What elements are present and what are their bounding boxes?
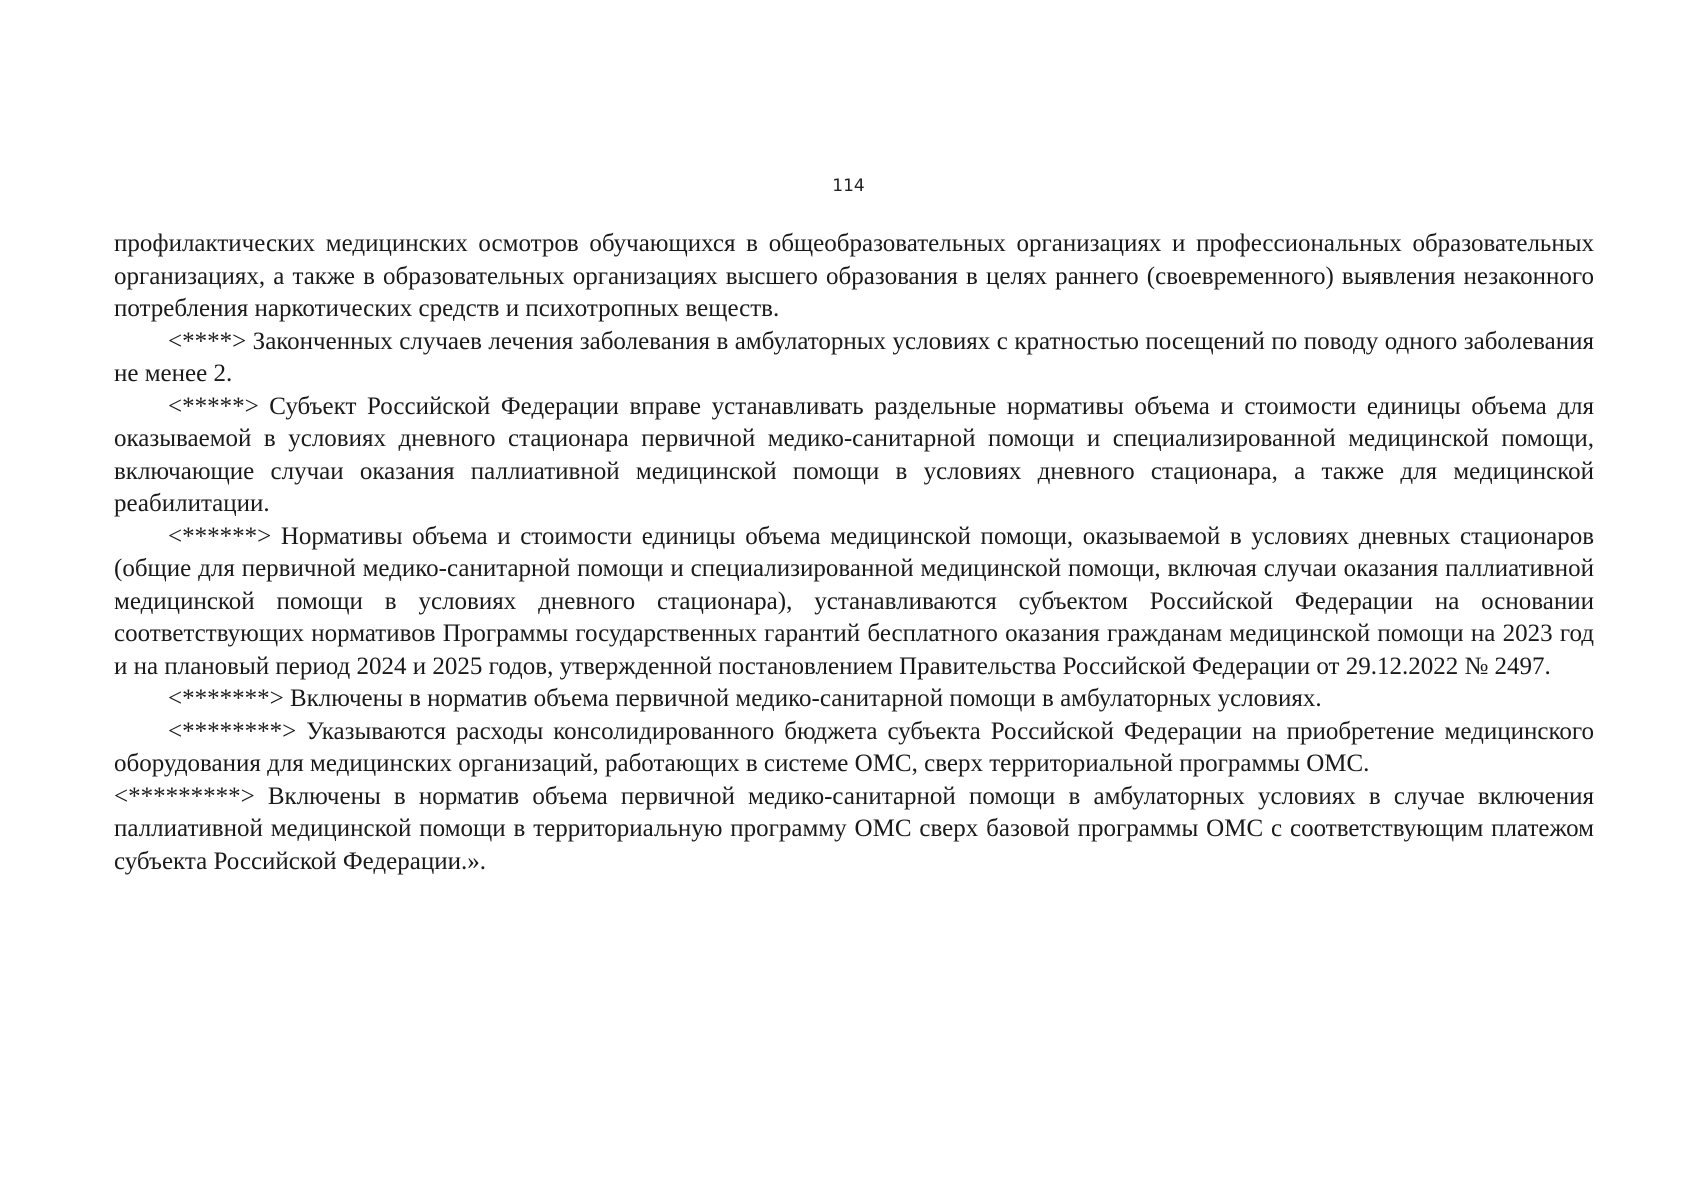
footnote-5-paragraph: <*****> Субъект Российской Федерации вправе устанавливать раздельные нормативы объема и стоимости единицы объема для оказываемой в условиях дневного стационара первичной медико-санитарной помощи и специализированной медицинской помощи, включающие случаи оказания паллиативной медицинской помощи в условиях дневного стационара, а также для медицинской реабилитации. <box>114 392 1594 517</box>
footnote-4-paragraph: <****> Законченных случаев лечения заболевания в амбулаторных условиях с кратностью посещений по поводу одного заболевания не менее 2. <box>114 327 1594 387</box>
footnote-9-paragraph: <*********> Включены в норматив объема первичной медико-санитарной помощи в амбулаторных условиях в случае включения паллиативной медицинской помощи в территориальную программу ОМС сверх базовой программы ОМС с соответствующим платежом субъекта Российской Федерации.». <box>114 782 1594 875</box>
footnote-6-paragraph: <******> Нормативы объема и стоимости единицы объема медицинской помощи, оказываемой в условиях дневных стационаров (общие для первичной медико-санитарной помощи и специализированной медицинской помощи, включая случаи оказания паллиативной медицинской помощи в условиях дневного стационара), устанавливаются субъектом Российской Федерации на основании соответствующих нормативов Программы государственных гарантий бесплатного оказания гражданам медицинской помощи на 2023 год и на плановый период 2024 и 2025 годов, утвержденной постановлением Правительства Российской Федерации от 29.12.2022 № 2497. <box>114 522 1594 680</box>
footnote-7-paragraph: <*******> Включены в норматив объема первичной медико-санитарной помощи в амбулаторных условиях. <box>168 685 1322 712</box>
paragraph-continuation: профилактических медицинских осмотров обучающихся в общеобразовательных организациях и профессиональных образовательных организациях, а также в образовательных организациях высшего образования в целях раннего (своевременного) выявления незаконного потребления наркотических средств и психотропных веществ. <box>114 230 1594 322</box>
page-number: 114 <box>832 176 865 196</box>
footnote-8-paragraph: <********> Указываются расходы консолидированного бюджета субъекта Российской Федерации на приобретение медицинского оборудования для медицинских организаций, работающих в системе ОМС, сверх территориальной программы ОМС. <box>114 717 1594 777</box>
document-body <box>114 228 1594 878</box>
